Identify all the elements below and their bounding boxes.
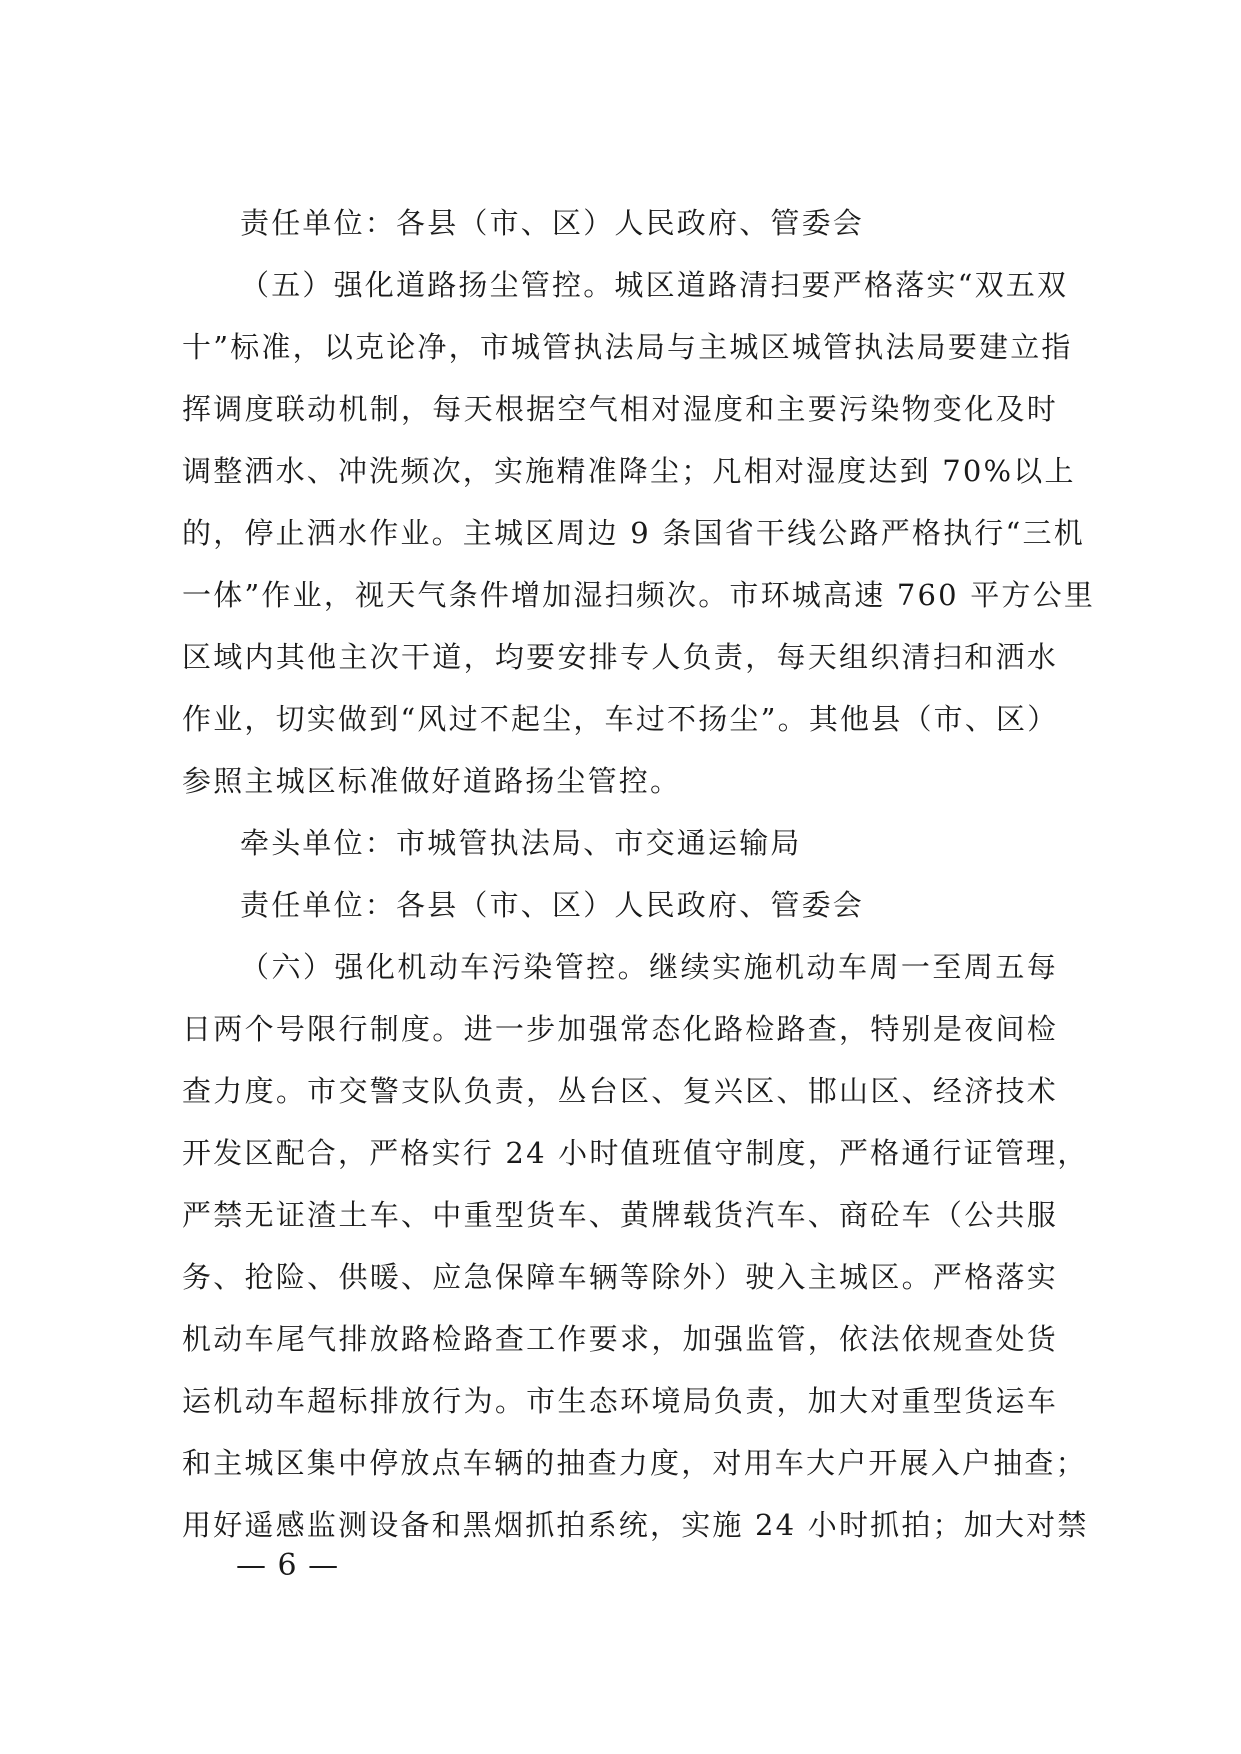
body-line: 机动车尾气排放路检路查工作要求，加强监管，依法依规查处货 <box>182 1322 1058 1356</box>
body-line: 作业，切实做到“风过不起尘，车过不扬尘”。其他县（市、区） <box>182 702 1059 736</box>
body-line: 日两个号限行制度。进一步加强常态化路检路查，特别是夜间检 <box>182 1012 1058 1046</box>
body-line: 责任单位：各县（市、区）人民政府、管委会 <box>240 888 865 922</box>
body-line: 查力度。市交警支队负责，丛台区、复兴区、邯山区、经济技术 <box>182 1074 1058 1108</box>
body-line: 一体”作业，视天气条件增加湿扫频次。市环城高速 760 平方公里 <box>182 578 1096 612</box>
body-line: 责任单位：各县（市、区）人民政府、管委会 <box>240 206 865 240</box>
body-line: 和主城区集中停放点车辆的抽查力度，对用车大户开展入户抽查； <box>182 1446 1087 1480</box>
body-line: 挥调度联动机制，每天根据空气相对湿度和主要污染物变化及时 <box>182 392 1058 426</box>
body-line: 用好遥感监测设备和黑烟抓拍系统，实施 24 小时抓拍；加大对禁 <box>182 1508 1089 1542</box>
body-line: 区域内其他主次干道，均要安排专人负责，每天组织清扫和洒水 <box>182 640 1058 674</box>
body-line: 的，停止洒水作业。主城区周边 9 条国省干线公路严格执行“三机 <box>182 516 1085 550</box>
body-line: 务、抢险、供暖、应急保障车辆等除外）驶入主城区。严格落实 <box>182 1260 1058 1294</box>
body-line: （六）强化机动车污染管控。继续实施机动车周一至周五每 <box>240 950 1058 984</box>
body-line: 开发区配合，严格实行 24 小时值班值守制度，严格通行证管理， <box>182 1136 1089 1170</box>
body-line: 十”标准，以克论净，市城管执法局与主城区城管执法局要建立指 <box>182 330 1073 364</box>
document-body <box>182 192 1096 1556</box>
body-line: （五）强化道路扬尘管控。城区道路清扫要严格落实“双五双 <box>240 268 1069 302</box>
body-line: 参照主城区标准做好道路扬尘管控。 <box>182 764 682 798</box>
body-line: 调整洒水、冲洗频次，实施精准降尘；凡相对湿度达到 70%以上 <box>182 454 1076 488</box>
page-number: — 6 — <box>236 1548 340 1583</box>
body-line: 运机动车超标排放行为。市生态环境局负责，加大对重型货运车 <box>182 1384 1058 1418</box>
body-line: 严禁无证渣土车、中重型货车、黄牌载货汽车、商砼车（公共服 <box>182 1198 1058 1232</box>
body-line: 牵头单位：市城管执法局、市交通运输局 <box>240 826 802 860</box>
